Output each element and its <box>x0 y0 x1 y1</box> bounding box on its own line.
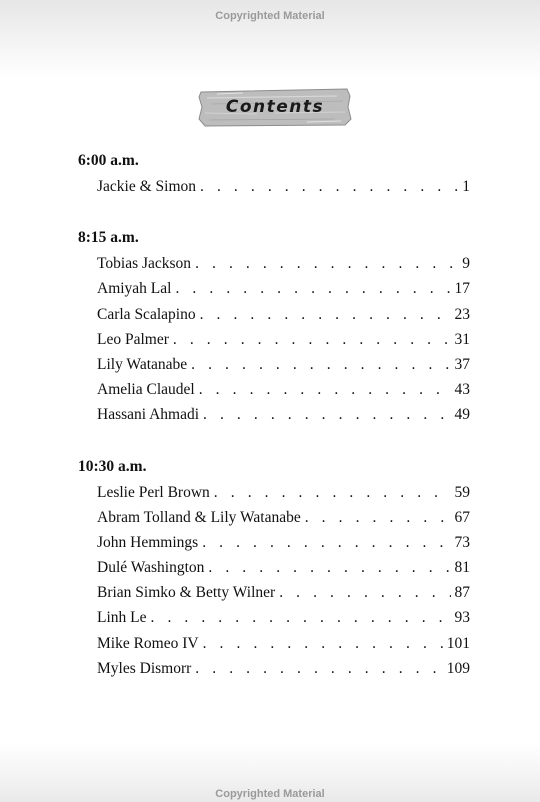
section-time: 10:30 a.m. <box>78 457 147 475</box>
toc-entry <box>78 555 470 580</box>
entry-page-number: 87 <box>454 584 470 602</box>
dot-leader <box>175 276 450 301</box>
toc-entry <box>78 251 470 276</box>
dot-leader <box>191 352 450 377</box>
section-time: 6:00 a.m. <box>78 152 139 169</box>
copyright-notice-top: Copyrighted Material <box>215 10 325 22</box>
dot-leader <box>279 580 450 605</box>
entry-title: Carla Scalapino <box>97 305 196 323</box>
dot-leader <box>151 605 451 630</box>
entry-page-number: 1 <box>462 178 470 195</box>
toc-section-6am <box>78 148 470 199</box>
entry-page-number: 81 <box>454 559 470 577</box>
entry-page-number: 67 <box>454 508 470 526</box>
dot-leader <box>173 327 451 352</box>
entry-page-number: 109 <box>446 659 470 677</box>
toc-entry <box>78 605 470 630</box>
toc-entry <box>78 631 470 656</box>
entry-title: Lily Watanabe <box>97 355 188 373</box>
toc-section-815am <box>78 225 470 427</box>
entry-page-number: 59 <box>454 483 470 501</box>
entry-page-number: 17 <box>454 280 470 298</box>
entry-title: Linh Le <box>97 609 147 627</box>
entry-title: Leslie Perl Brown <box>97 483 210 501</box>
entry-title: Leo Palmer <box>97 330 169 348</box>
entry-page-number: 43 <box>454 381 470 399</box>
entry-title: Amiyah Lal <box>97 280 172 298</box>
copyright-notice-bottom: Copyrighted Material <box>215 788 325 800</box>
toc-entry <box>78 530 470 555</box>
dot-leader <box>195 656 442 681</box>
entry-title: John Hemmings <box>97 533 199 551</box>
entry-page-number: 101 <box>446 634 470 652</box>
entry-title: Tobias Jackson <box>97 255 192 273</box>
dot-leader <box>195 251 458 276</box>
contents-heading: Contents <box>225 97 325 117</box>
entry-title: Abram Tolland & Lily Watanabe <box>97 508 301 526</box>
toc-section-1030am <box>78 454 470 682</box>
dot-leader <box>214 480 451 505</box>
entry-title: Jackie & Simon <box>97 178 197 195</box>
dot-leader <box>305 505 451 530</box>
toc-entry <box>78 352 470 377</box>
dot-leader <box>208 555 450 580</box>
toc-entry <box>78 302 470 327</box>
toc-entry <box>78 377 470 402</box>
toc-entry <box>78 580 470 605</box>
dot-leader <box>203 631 443 656</box>
entry-title: Mike Romeo IV <box>97 634 199 652</box>
entry-title: Myles Dismorr <box>97 659 192 677</box>
entry-page-number: 49 <box>454 406 470 424</box>
table-of-contents <box>78 148 470 681</box>
entry-title: Amelia Claudel <box>97 381 195 399</box>
entry-title: Brian Simko & Betty Wilner <box>97 584 276 602</box>
dot-leader <box>203 402 450 427</box>
contents-heading-banner <box>197 86 353 128</box>
entry-page-number: 73 <box>454 533 470 551</box>
section-time: 8:15 a.m. <box>78 229 139 247</box>
entry-title: Hassani Ahmadi <box>97 406 200 424</box>
entry-page-number: 37 <box>454 355 470 373</box>
toc-entry <box>78 276 470 301</box>
entry-page-number: 93 <box>454 609 470 627</box>
toc-entry <box>78 656 470 681</box>
toc-entry <box>78 174 470 199</box>
toc-entry <box>78 402 470 427</box>
dot-leader <box>202 530 450 555</box>
dot-leader <box>200 174 458 199</box>
dot-leader <box>199 377 451 402</box>
toc-entry <box>78 505 470 530</box>
toc-entry <box>78 327 470 352</box>
entry-title: Dulé Washington <box>97 559 205 577</box>
entry-page-number: 9 <box>462 255 470 273</box>
dot-leader <box>200 302 451 327</box>
toc-entry <box>78 480 470 505</box>
entry-page-number: 23 <box>454 305 470 323</box>
entry-page-number: 31 <box>454 330 470 348</box>
